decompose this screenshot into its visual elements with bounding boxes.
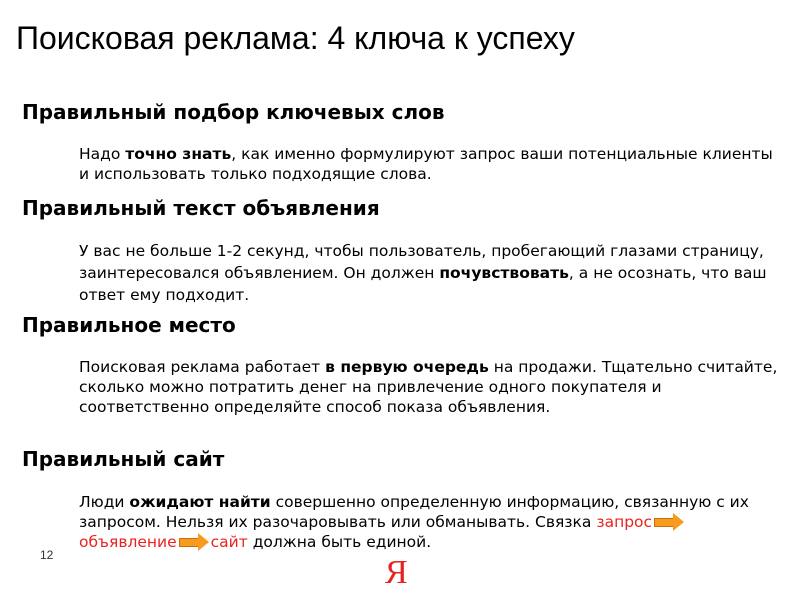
text-emphasis: почувствовать (439, 264, 569, 282)
text-run: , а не осознать, что ваш ответ ему подходит. (79, 264, 767, 304)
section-heading-ad-text: Правильный текст объявления (22, 196, 380, 220)
text-run: У вас не больше 1-2 секунд, чтобы пользователь, пробегающий глазами страницу, заинтересовался объявлением. Он должен (79, 242, 764, 282)
chain-query: запрос (596, 513, 653, 531)
section-text-site (79, 492, 779, 552)
section-heading-keywords: Правильный подбор ключевых слов (22, 100, 445, 124)
arrow-right-icon (179, 536, 209, 549)
yandex-logo: Я (385, 554, 408, 591)
section-heading-site: Правильный сайт (22, 447, 225, 471)
text-run: , как именно формулируют запрос ваши потенциальные клиенты и использовать только подходящие слова. (79, 145, 773, 183)
text-run: Люди (79, 493, 130, 511)
section-text-keywords (79, 144, 779, 184)
chain-site: сайт (210, 533, 248, 551)
text-run: на продажи. Тщательно считайте, сколько можно потратить денег на привлечение одного покупателя и соответственно определяйте способ показа объявления. (79, 358, 778, 416)
text-run: должна быть единой. (247, 533, 432, 551)
section-text-placement (79, 357, 779, 417)
text-run: Надо (79, 145, 126, 163)
slide-number: 12 (40, 548, 54, 562)
section-heading-placement: Правильное место (22, 313, 236, 337)
text-emphasis: ожидают найти (129, 493, 271, 511)
text-emphasis: точно знать (125, 145, 232, 163)
section-text-ad-text (79, 240, 779, 306)
text-run: Поисковая реклама работает (79, 358, 326, 376)
slide-title: Поисковая реклама: 4 ключа к успеху (16, 20, 575, 56)
arrow-right-icon (654, 516, 684, 529)
text-emphasis: в первую очередь (325, 358, 489, 376)
chain-ad: объявление (79, 533, 177, 551)
text-run: совершенно определенную информацию, связанную с их запросом. Нельзя их разочаровывать или обманывать. Связка (79, 493, 749, 531)
